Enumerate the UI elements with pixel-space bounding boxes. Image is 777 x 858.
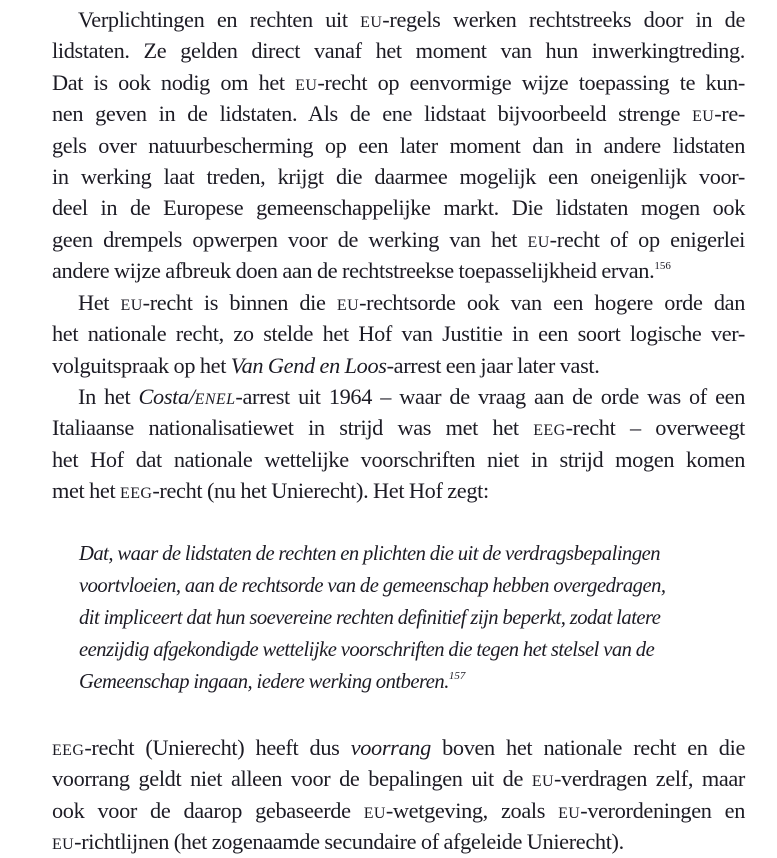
emphasis: voorrang bbox=[350, 735, 431, 760]
text-line: voorrang geldt niet alleen voor de bepalingen uit de eu-verdragen zelf, maar bbox=[52, 766, 745, 792]
text-line: eu-richtlijnen (het zogenaamde secundaire of afgeleide Unierecht). bbox=[52, 829, 624, 855]
emphasis: Van Gend en Loos bbox=[230, 352, 387, 378]
text-line: eeg-recht (Unierecht) heeft dus voorrang boven het nationale recht en die bbox=[52, 735, 745, 760]
text-line: Gemeenschap ingaan, iedere werking ontberen.$^{157}$ bbox=[79, 670, 466, 693]
paragraph-costa-enel bbox=[52, 381, 745, 507]
emphasis: Costa/ bbox=[138, 384, 195, 409]
text-line: Verplichtingen en rechten uit eu-regels werken rechtstreeks door in de bbox=[78, 7, 745, 32]
abbreviation: eeg bbox=[533, 415, 566, 441]
text-line: nen geven in de lidstaten. Als de ene lidstaat bijvoorbeeld strenge eu-re- bbox=[52, 101, 745, 127]
abbreviation: eu bbox=[692, 101, 715, 127]
paragraph-direct-effect bbox=[52, 4, 745, 287]
paragraph-supremacy-intro bbox=[52, 287, 745, 381]
text-line: Italiaanse nationalisatiewet in strijd was met het eeg-recht – overweegt bbox=[52, 415, 745, 441]
text-line: deel in de Europese gemeenschappelijke markt. Die lidstaten mogen ook bbox=[52, 195, 745, 221]
abbreviation: eu bbox=[336, 290, 360, 315]
abbreviation: eeg bbox=[120, 478, 153, 504]
abbreviation: eu bbox=[531, 766, 554, 792]
text-line: volguitspraak op het Van Gend en Loos-arrest een jaar later vast. bbox=[52, 352, 600, 378]
text-line: Dat is ook nodig om het eu-recht op eenvormige wijze toepassing te kun- bbox=[52, 69, 745, 95]
text-line: in werking laat treden, krijgt die daarmee mogelijk een oneigenlijk voor- bbox=[52, 163, 745, 189]
text-line: In het Costa/enel-arrest uit 1964 – waar de vraag aan de orde was of een bbox=[78, 384, 745, 409]
abbreviation: eu bbox=[120, 290, 143, 315]
court-quote bbox=[79, 538, 719, 698]
text-line: Dat, waar de lidstaten de rechten en plichten die uit de verdragsbepalingen bbox=[79, 543, 661, 565]
text-line: geen drempels opwerpen voor de werking van het eu-recht of op enigerlei bbox=[52, 226, 746, 252]
text-line: ook voor de daarop gebaseerde eu-wetgeving, zoals eu-verordeningen en bbox=[52, 797, 745, 823]
abbreviation: eu bbox=[558, 797, 581, 823]
text-line: dit impliceert dat hun soevereine rechten definitief zijn beperkt, zodat latere bbox=[79, 607, 661, 629]
text-line: gels over natuurbescherming op een later moment dan in andere lidstaten bbox=[52, 132, 745, 158]
abbreviation: eu bbox=[363, 797, 386, 823]
paragraph-primacy-conclusion bbox=[52, 732, 745, 858]
text-line: het nationale recht, zo stelde het Hof van Justitie in een soort logische ver- bbox=[52, 321, 745, 347]
text-line: met het eeg-recht (nu het Unierecht). Het Hof zegt: bbox=[52, 478, 489, 504]
abbreviation: eu bbox=[52, 829, 75, 855]
text-line: het Hof dat nationale wettelijke voorschriften niet in strijd mogen komen bbox=[52, 446, 745, 472]
footnote-reference[interactable]: 157 bbox=[448, 670, 466, 682]
text-line: Het eu-recht is binnen die eu-rechtsorde ook van een hogere orde dan bbox=[78, 290, 745, 315]
text-line: andere wijze afbreuk doen aan de rechtstreekse toepasselijkheid ervan.$^{156}$ bbox=[52, 258, 671, 284]
abbreviation-italic: enel bbox=[194, 384, 236, 409]
abbreviation: eu bbox=[527, 226, 550, 252]
text-line: voortvloeien, aan de rechtsorde van de gemeenschap hebben overgedragen, bbox=[79, 575, 666, 597]
abbreviation: eu bbox=[295, 69, 318, 95]
abbreviation: eeg bbox=[52, 735, 85, 760]
text-line: lidstaten. Ze gelden direct vanaf het moment van hun inwerkingtreding. bbox=[52, 38, 745, 64]
abbreviation: eu bbox=[360, 7, 383, 32]
footnote-reference[interactable]: 156 bbox=[654, 260, 671, 273]
text-line: eenzijdig afgekondigde wettelijke voorschriften die tegen het stelsel van de bbox=[79, 639, 655, 661]
